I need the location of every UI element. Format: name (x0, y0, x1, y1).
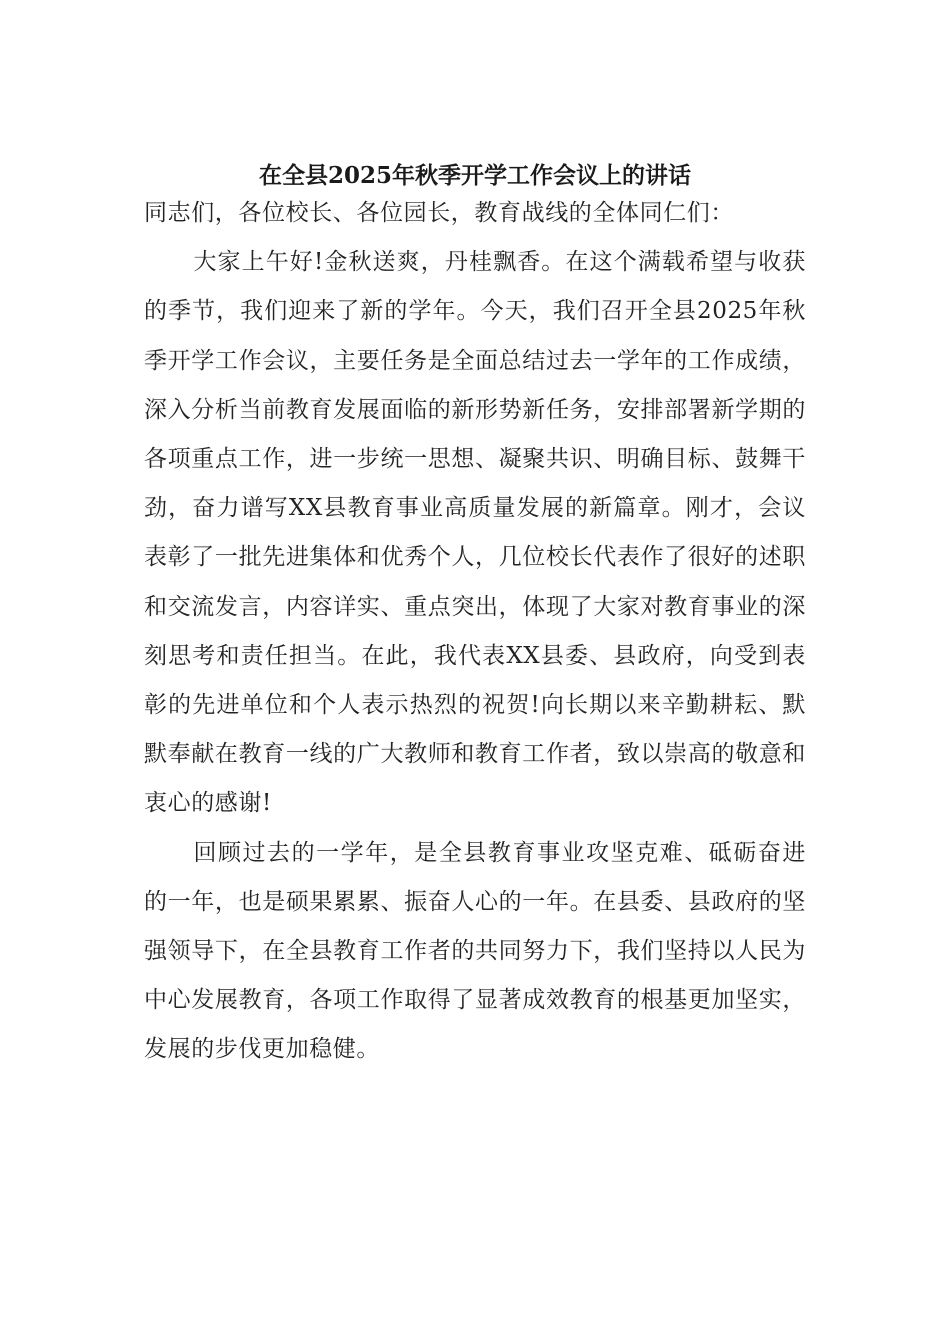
paragraph-opening: 大家上午好!金秋送爽，丹桂飘香。在这个满载希望与收获的季节，我们迎来了新的学年。今天，我们召开全县2025年秋季开学工作会议，主要任务是全面总结过去一学年的工作成绩，深入分析当前教育发展面临的新形势新任务，安排部署新学期的各项重点工作，进一步统一思想、凝聚共识、明确目标、鼓舞干劲，奋力谱写XX县教育事业高质量发展的新篇章。刚才，会议表彰了一批先进集体和优秀个人，几位校长代表作了很好的述职和交流发言，内容详实、重点突出，体现了大家对教育事业的深刻思考和责任担当。在此，我代表XX县委、县政府，向受到表彰的先进单位和个人表示热烈的祝贺!向长期以来辛勤耕耘、默默奉献在教育一线的广大教师和教育工作者，致以崇高的敬意和衷心的感谢! (144, 249, 806, 817)
document-title: 在全县2025年秋季开学工作会议上的讲话 (258, 162, 691, 189)
paragraph-review: 回顾过去的一学年，是全县教育事业攻坚克难、砥砺奋进的一年，也是硕果累累、振奋人心的一年。在县委、县政府的坚强领导下，在全县教育工作者的共同努力下，我们坚持以人民为中心发展教育，各项工作取得了显著成效教育的根基更加坚实，发展的步伐更加稳健。 (144, 839, 806, 1063)
document-body (144, 189, 806, 1075)
salutation: 同志们，各位校长、各位园长，教育战线的全体同仁们： (144, 200, 734, 226)
